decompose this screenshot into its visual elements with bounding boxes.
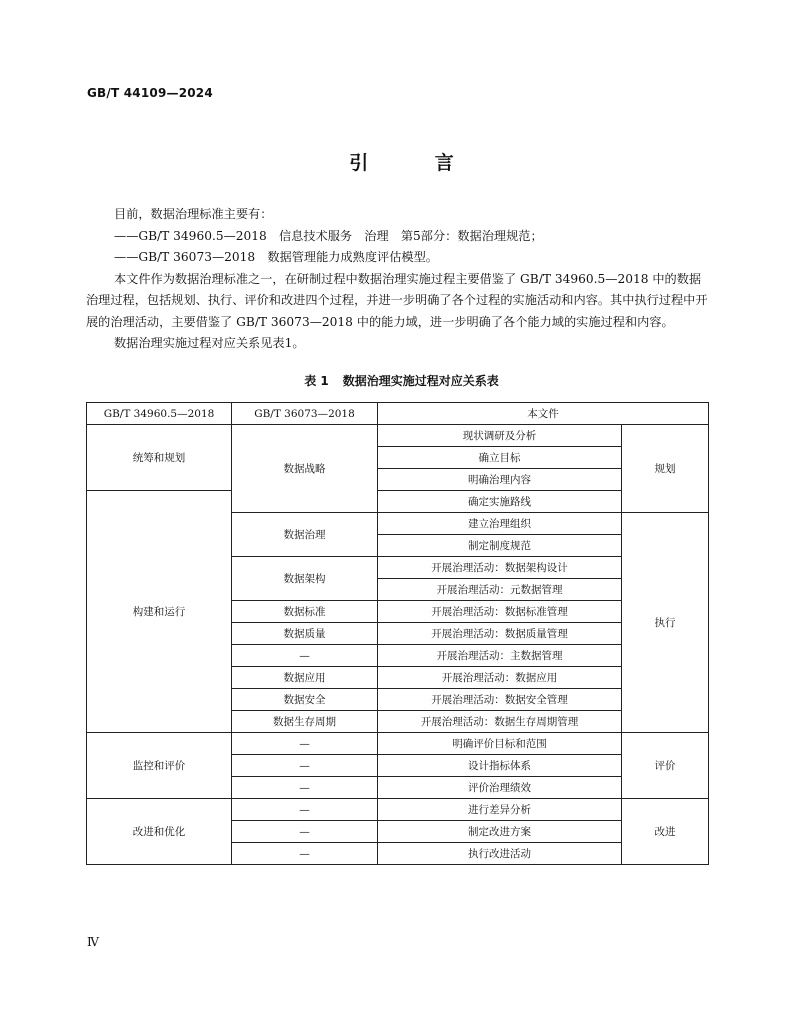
column-header: GB/T 36073—2018 [232,403,378,425]
table-cell: 数据安全 [232,689,378,711]
table-cell: 设计指标体系 [378,755,622,777]
table-cell: 制定制度规范 [378,535,622,557]
table-cell: 确立目标 [378,447,622,469]
table-row [87,425,709,447]
table-cell: 开展治理活动：元数据管理 [378,579,622,601]
table-header-row [87,403,709,425]
table-cell: 执行改进活动 [378,843,622,865]
table-cell: 开展治理活动：数据架构设计 [378,557,622,579]
paragraph: ——GB/T 34960.5—2018 信息技术服务 治理 第5部分：数据治理规范； [114,228,543,243]
table-caption-title: 数据治理实施过程对应关系表 [342,374,499,388]
table-cell: 改进 [622,799,709,865]
table-cell: 数据架构 [232,557,378,601]
table-cell: — [232,799,378,821]
table-cell: 开展治理活动：数据生存周期管理 [378,711,622,733]
introduction-body [86,204,708,355]
table-cell: 改进和优化 [87,799,232,865]
table-cell: 开展治理活动：数据安全管理 [378,689,622,711]
table-cell: 数据质量 [232,623,378,645]
table-cell: 建立治理组织 [378,513,622,535]
table-cell: — [232,821,378,843]
paragraph: 本文件作为数据治理标准之一，在研制过程中数据治理实施过程主要借鉴了 GB/T 34960.5—2018 中的数据治理过程，包括规划、执行、评价和改进四个过程，并进一步明确了各个过程的实施活动和内容。其中执行过程中开展的治理活动，主要借鉴了 GB/T 36073—2018 中的能力域，进一步明确了各个能力域的实施过程和内容。 [86,271,708,329]
table-cell: 评价 [622,733,709,799]
table-cell: 数据战略 [232,425,378,513]
table-cell: 统筹和规划 [87,425,232,491]
table-row [87,491,709,513]
table-cell: 数据生存周期 [232,711,378,733]
table-cell: 评价治理绩效 [378,777,622,799]
table-cell: 明确治理内容 [378,469,622,491]
table-cell: 规划 [622,425,709,513]
table-caption-label: 表 1 [304,374,329,388]
table-cell: 开展治理活动：主数据管理 [378,645,622,667]
table-cell: 开展治理活动：数据应用 [378,667,622,689]
table-cell: 开展治理活动：数据标准管理 [378,601,622,623]
table-cell: 进行差异分析 [378,799,622,821]
table-cell: 确定实施路线 [378,491,622,513]
table-cell: 明确评价目标和范围 [378,733,622,755]
table-cell: — [232,733,378,755]
table-cell: — [232,843,378,865]
table-cell: 开展治理活动：数据质量管理 [378,623,622,645]
paragraph: ——GB/T 36073—2018 数据管理能力成熟度评估模型。 [114,250,438,264]
table-cell: 执行 [622,513,709,733]
column-header: GB/T 34960.5—2018 [87,403,232,425]
column-header: 本文件 [378,403,709,425]
correspondence-table [86,402,709,865]
table-cell: 监控和评价 [87,733,232,799]
table-row [87,799,709,821]
table-cell: 制定改进方案 [378,821,622,843]
page-number: Ⅳ [87,935,99,949]
table-cell: 现状调研及分析 [378,425,622,447]
table-cell: 数据治理 [232,513,378,557]
table-cell: 数据标准 [232,601,378,623]
table-cell: 构建和运行 [87,491,232,733]
table-row [87,733,709,755]
table-cell: — [232,755,378,777]
standard-code: GB/T 44109—2024 [87,86,213,100]
paragraph: 目前，数据治理标准主要有： [114,207,273,221]
table-cell: 数据应用 [232,667,378,689]
paragraph: 数据治理实施过程对应关系见表1。 [114,336,305,350]
page-title: 引 言 [349,152,484,174]
table-caption [0,372,803,389]
table-cell: — [232,777,378,799]
table-cell: — [232,645,378,667]
